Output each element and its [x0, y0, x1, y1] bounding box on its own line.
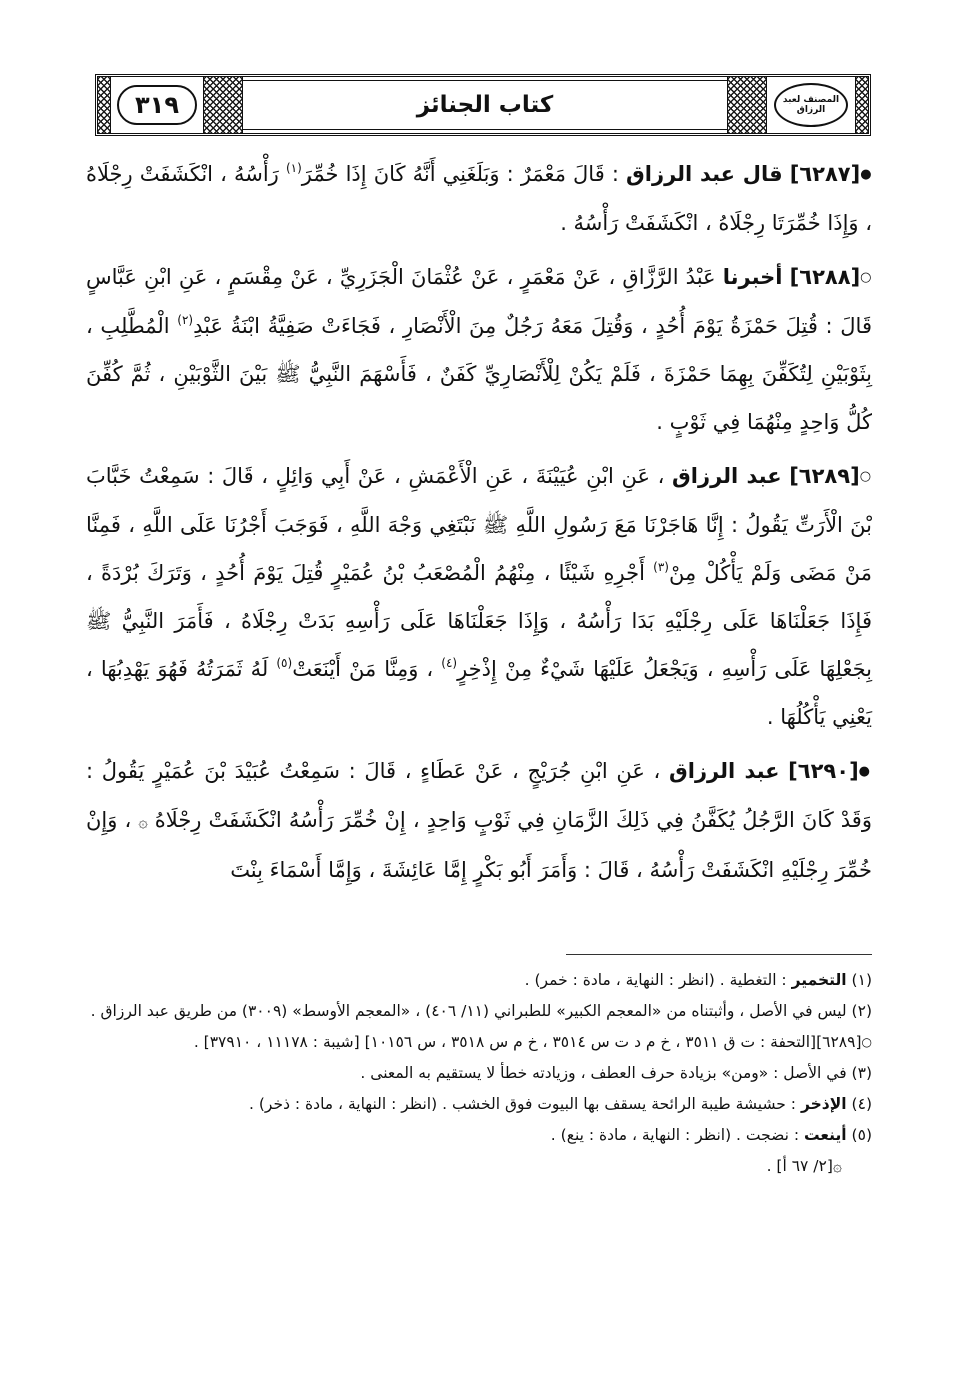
hadith-text: ، عَنِ ابْنِ جُرَيْجٍ ، عَنْ عَطَاءٍ ، قَالَ : سَمِعْتُ عُبَيْدَ بْنَ عُمَيْرٍ يَقُولُ : وَقَدْ كَانَ الرَّجُلُ يُكَفَّنُ فِي ذَلِكَ الزَّمَانِ فِي ثَوْبٍ وَاحِدٍ ، إِنْ خُمِّرَ رَأْسُهُ انْكَشَفَتْ رِجْلَاهُ	[86, 759, 872, 832]
footnote-ref: (٣)	[653, 560, 669, 574]
hadith-narrator-lead: عبد الرزاق	[668, 759, 780, 783]
hadith-marker: ●	[858, 764, 872, 779]
hadith-text: لَهُ ثَمَرَتُهُ فَهُوَ يَهْدِبُهَا ، يَعْنِي يَأْكُلُهَا .	[86, 657, 872, 729]
footnote-ref: (٥)	[276, 656, 293, 670]
footnote-number: (١)	[851, 971, 872, 989]
hadith-text: ، وَمِنَّا مَنْ أَيْنَعَتْ	[292, 657, 434, 681]
page-content	[86, 150, 872, 1182]
footnote-number: (٣)	[851, 1064, 872, 1082]
hadith-text: ، وَإِنْ خُمِّرَ رِجْلَيْهِ انْكَشَفَتْ رَأْسُهُ ، قَالَ : وَأَمَرَ أَبُو بَكْرٍ إِمَّا عَائِشَةَ ، وَإِمَّا أَسْمَاءَ بِنْتَ	[86, 808, 872, 882]
footnote-number: (٢)	[851, 1002, 872, 1020]
footnote-term: التخمير	[791, 971, 847, 989]
hadith-marker: ○	[859, 469, 872, 484]
page-header	[95, 74, 871, 136]
hadith-paragraph	[86, 253, 872, 446]
footnote-ref: (٤)	[441, 656, 458, 670]
footnote-text: : التغطية . (انظر : النهاية ، مادة : خمر) .	[524, 971, 787, 989]
hadith-number: [٦٢٨٧]	[789, 162, 861, 186]
hadith-number: [٦٢٨٨]	[789, 265, 861, 289]
footnote-text: : نضجت . (انظر : النهاية ، مادة : ينع) .	[550, 1126, 800, 1144]
footnote-text: في الأصل : «ومن» بزيادة حرف العطف ، وزيادته خطأ لا يستقيم به المعنى .	[360, 1064, 847, 1082]
book-emblem-logo: المصنف لعبد الرزاق	[774, 83, 848, 127]
chapter-title: كتاب الجنائز	[416, 92, 554, 118]
footnote-text: [التحفة : ت ق ٣٥١١ ، خ م د ت س ٣٥١٤ ، خ م س ٣٥١٨ ، س ١٠١٥٦] [شيبة : ١١١٧٨ ، ٣٧٩١٠] .	[193, 1033, 817, 1051]
hadith-text: : قَالَ مَعْمَرٌ : وَبَلَغَنِي أَنَّهُ كَانَ إِذَا خُمِّرَ	[301, 162, 619, 186]
footnote-text: ليس في الأصل ، وأثبتناه من «المعجم الكبير» للطبراني (١١/ ٤٠٦) ، «المعجم الأوسط» (٣٠٠٩) من طريق عبد الرزاق .	[90, 1002, 847, 1020]
hadith-text: ، عَنِ ابْنِ عُيَيْنَةَ ، عَنِ الْأَعْمَشِ ، عَنْ أَبِي وَائِلٍ ، قَالَ : سَمِعْتُ خَبَّابَ بْنَ الْأَرَتِّ يَقُولُ : إِنَّا هَاجَرْنَا مَعَ رَسُولِ اللَّهِ ﷺ نَبْتَغِي وَجْهَ اللَّهِ ، فَوَجَبَ أَجْرُنَا عَلَى اللَّهِ ، فَمِنَّا مَنْ مَضَى وَلَمْ يَأْكُلْ مِنْ	[86, 464, 872, 585]
footnote-number: [٦٢٨٩]	[816, 1033, 862, 1051]
footnote-number: (٤)	[851, 1095, 872, 1113]
footnote	[86, 965, 872, 996]
header-ornament-left-corner	[98, 77, 110, 133]
hadith-marker: ○	[860, 270, 872, 285]
footnotes	[86, 965, 872, 1182]
hadith-number: [٦٢٩٠]	[788, 759, 859, 783]
hadith-narrator-lead: أخبرنا	[722, 265, 783, 289]
hadith-number: [٦٢٨٩]	[789, 464, 860, 488]
footnote-ref: (١)	[285, 161, 302, 175]
footnote-term: أينعت	[803, 1126, 847, 1144]
footnote-marker: ○	[861, 1035, 872, 1049]
footnote	[86, 1089, 872, 1120]
hadith-text-block	[86, 150, 872, 948]
footnote	[86, 996, 872, 1027]
emblem-cell	[766, 77, 856, 133]
footnote-term: الإذخر	[800, 1095, 847, 1113]
hadith-narrator-lead: قال عبد الرزاق	[626, 162, 783, 186]
hadith-marker: ●	[860, 167, 873, 182]
page-break-mark-icon: ۞	[138, 812, 148, 831]
hadith-text: رَأْسُهُ ، انْكَشَفَتْ رِجْلَاهُ ، وَإِذَا خُمِّرَتَا رِجْلَاهُ ، انْكَشَفَتْ رَأْسُهُ .	[86, 162, 872, 235]
hadith-narrator-lead: عبد الرزاق	[672, 464, 782, 488]
footnote	[86, 1120, 872, 1151]
hadith-paragraph	[86, 452, 872, 741]
hadith-text: عَبْدُ الرَّزَّاقِ ، عَنْ مَعْمَرٍ ، عَنْ عُثْمَانَ الْجَزَرِيِّ ، عَنْ مِقْسَمٍ ، عَنِ ابْنِ عَبَّاسٍ قَالَ : قُتِلَ حَمْزَةُ يَوْمَ أُحُدٍ ، وَقُتِلَ مَعَهُ رَجُلٌ مِنَ الْأَنْصَارِ ، فَجَاءَتْ صَفِيَّةُ ابْنَةُ عَبْدِ	[86, 265, 872, 338]
page-number-cell	[110, 77, 204, 133]
footnote-separator	[566, 954, 872, 955]
footnote-text: : حشيشة طيبة الرائحة يسقف بها البيوت فوق الخشب . (انظر : النهاية ، مادة : ذخر) .	[249, 1095, 797, 1113]
header-title-cell	[242, 77, 728, 133]
hadith-text: الْمُطَّلِبِ ، بِثَوْبَيْنِ لِتُكَفِّنَ بِهِمَا حَمْزَةَ ، فَلَمْ يَكُنْ لِلْأَنْصَارِيِّ كَفَنٌ ، فَأَسْهَمَ النَّبِيُّ ﷺ بَيْنَ الثَّوْبَيْنِ ، ثُمَّ كُفِّنَ كُلُّ وَاحِدٍ مِنْهُمَا فِي ثَوْبٍ .	[86, 314, 872, 434]
page-number: ٣١٩	[117, 85, 197, 125]
footnote	[86, 1058, 872, 1089]
header-ornament-right	[728, 77, 766, 133]
manuscript-page-reference: ۞[٢/ ٦٧ أ] .	[766, 1157, 842, 1175]
header-ornament-right-corner	[856, 77, 868, 133]
footnote-ref: (٢)	[177, 313, 194, 327]
takhrij-note	[86, 1027, 872, 1058]
footnote-number: (٥)	[851, 1126, 872, 1144]
header-ornament-left	[204, 77, 242, 133]
hadith-paragraph	[86, 150, 872, 247]
hadith-paragraph	[86, 747, 872, 894]
hadith-text: أَجْرِهِ شَيْئًا ، مِنْهُمُ الْمُصْعَبُ بْنُ عُمَيْرٍ قُتِلَ يَوْمَ أُحُدٍ ، وَتَرَكَ بُرْدَةً ، فَإِذَا جَعَلْنَاهَا عَلَى رِجْلَيْهِ بَدَا رَأْسُهُ ، وَإِذَا جَعَلْنَاهَا عَلَى رَأْسِهِ بَدَتْ رِجْلَاهُ ، فَأَمَرَ النَّبِيُّ ﷺ بِجَعْلِهَا عَلَى رَأْسِهِ ، وَيَجْعَلُ عَلَيْهَا شَيْءٌ مِنْ إِذْخِرٍ	[86, 561, 872, 681]
